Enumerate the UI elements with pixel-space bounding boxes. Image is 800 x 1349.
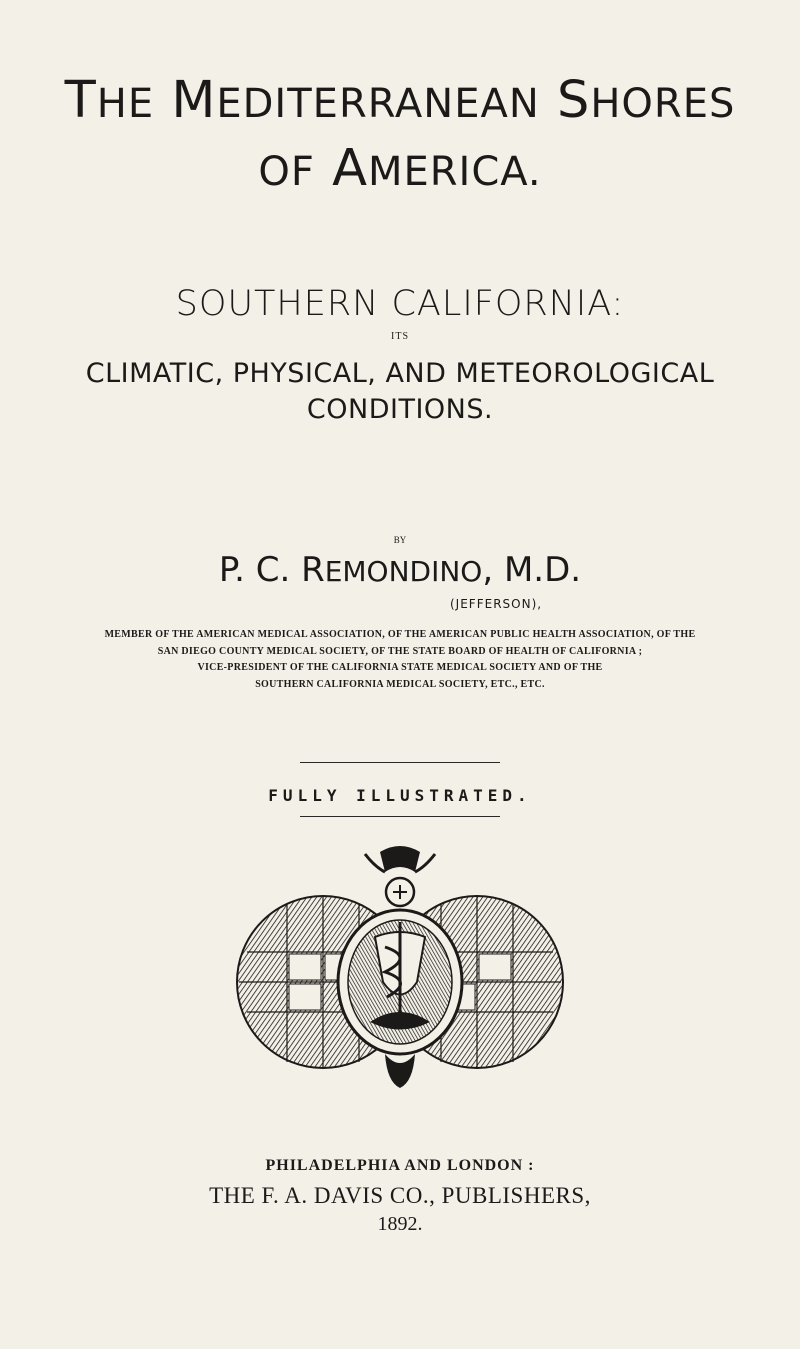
title-word-shores-rest: HORES bbox=[590, 81, 736, 127]
author-credits bbox=[0, 627, 800, 693]
publisher-globe-emblem-icon bbox=[225, 832, 575, 1092]
title-word-shores-cap: S bbox=[556, 71, 591, 130]
title-word-the-rest: HE bbox=[96, 81, 155, 127]
subtitle-its: ITS bbox=[391, 331, 409, 342]
subtitle-region: SOUTHERN CALIFORNIA: bbox=[175, 284, 625, 324]
title-word-the bbox=[65, 71, 155, 130]
author-initials: P. C. bbox=[218, 550, 302, 590]
author-affiliation: (JEFFERSON), bbox=[450, 597, 543, 611]
credits-line: VICE-PRESIDENT OF THE CALIFORNIA STATE MEDICAL SOCIETY AND OF THE bbox=[197, 662, 603, 673]
title-word-of: OF bbox=[258, 149, 315, 195]
title-word-shores bbox=[557, 71, 735, 130]
divider-bottom bbox=[300, 816, 500, 817]
fully-illustrated-label: FULLY ILLUSTRATED. bbox=[268, 786, 532, 805]
subtitle-line-1: CLIMATIC, PHYSICAL, AND METEOROLOGICAL bbox=[85, 358, 715, 389]
book-title-line-1 bbox=[0, 71, 800, 130]
title-word-med-rest: EDITERRANEAN bbox=[216, 81, 540, 127]
subtitle-line-2: CONDITIONS. bbox=[306, 394, 494, 425]
title-word-america-cap: A bbox=[332, 139, 368, 198]
credits-line: MEMBER OF THE AMERICAN MEDICAL ASSOCIATION, OF THE AMERICAN PUBLIC HEALTH ASSOCIATION, OF THE bbox=[104, 629, 696, 640]
credits-line: SOUTHERN CALIFORNIA MEDICAL SOCIETY, ETC., ETC. bbox=[255, 678, 545, 690]
divider-top bbox=[300, 762, 500, 763]
title-word-america-rest: MERICA. bbox=[367, 149, 542, 195]
title-word-med-cap: M bbox=[171, 71, 217, 130]
title-word-the-cap: T bbox=[64, 71, 97, 130]
author-surname-rest: EMONDINO bbox=[324, 555, 483, 588]
credits-line: SAN DIEGO COUNTY MEDICAL SOCIETY, OF THE STATE BOARD OF HEALTH OF CALIFORNIA ; bbox=[157, 645, 643, 657]
imprint-publisher: THE F. A. DAVIS CO., PUBLISHERS, bbox=[209, 1183, 591, 1208]
title-word-america bbox=[332, 139, 542, 198]
author-surname-cap: R bbox=[301, 550, 325, 590]
imprint-place: PHILADELPHIA AND LONDON : bbox=[265, 1157, 535, 1174]
title-word-mediterranean bbox=[171, 71, 539, 130]
book-title-line-2 bbox=[0, 139, 800, 198]
author-name bbox=[0, 550, 800, 590]
imprint-year: 1892. bbox=[377, 1213, 423, 1235]
byline-by: BY bbox=[393, 535, 407, 545]
author-degree: , M.D. bbox=[482, 550, 582, 590]
